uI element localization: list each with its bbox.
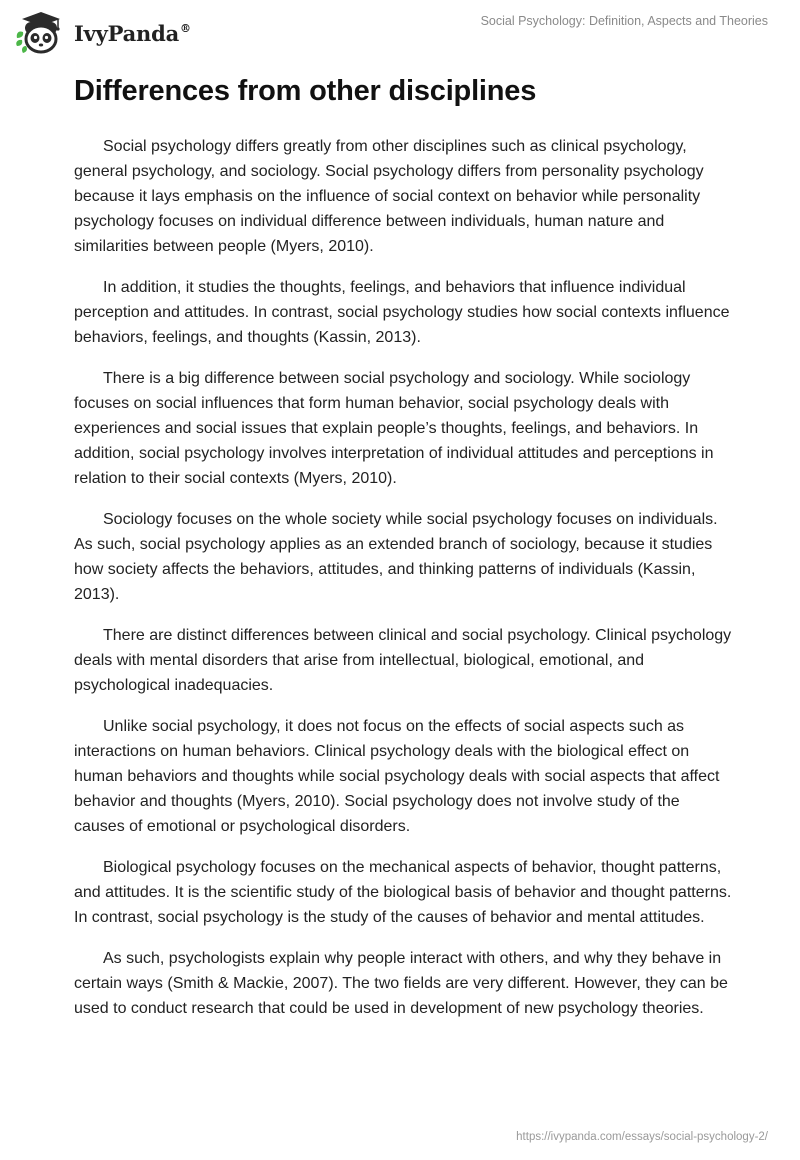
page-header xyxy=(0,0,800,60)
paragraph: Unlike social psychology, it does not focus on the effects of social aspects such as interactions on human behaviors. Clinical psychology deals with the biological effect on human behaviors and thoughts while social psychology deals with social aspects that affect behavior and thoughts (Myers, 2010). Social psychology does not involve study of the causes of emotional or psychological disorders. xyxy=(74,718,720,835)
paragraph: Social psychology differs greatly from other disciplines such as clinical psychology, general psychology, and sociology. Social psychology differs from personality psychology because it lays emphasis on the influence of social context on behavior while personality psychology focuses on individual difference between individuals, human nature and similarities between people (Myers, 2010). xyxy=(74,138,704,255)
paragraph: In addition, it studies the thoughts, feelings, and behaviors that influence individual perception and attitudes. In contrast, social psychology studies how social contexts influence behaviors, feelings, and thoughts (Kassin, 2013). xyxy=(74,279,730,346)
document-title: Social Psychology: Definition, Aspects and Theories xyxy=(480,14,768,28)
paragraph: There are distinct differences between clinical and social psychology. Clinical psychology deals with mental disorders that arise from intellectual, biological, emotional, and psychological inadequacies. xyxy=(74,627,732,694)
registered-mark: ® xyxy=(180,21,191,35)
section-heading: Differences from other disciplines xyxy=(74,75,537,107)
paragraph: Sociology focuses on the whole society while social psychology focuses on individuals. As such, social psychology applies as an extended branch of sociology, because it studies how society affects the behaviors, attitudes, and thinking patterns of individuals (Kassin, 2013). xyxy=(74,511,718,603)
source-url[interactable]: https://ivypanda.com/essays/social-psychology-2/ xyxy=(516,1131,768,1143)
brand-name: IvyPanda® xyxy=(74,20,191,46)
paragraph: As such, psychologists explain why people interact with others, and why they behave in certain ways (Smith & Mackie, 2007). The two fields are very different. However, they can be used to conduct research that could be used in development of new psychology theories. xyxy=(74,950,728,1017)
paragraph: There is a big difference between social psychology and sociology. While sociology focuses on social influences that form human behavior, social psychology deals with experiences and social issues that explain people’s thoughts, feelings, and behaviors. In addition, social psychology involves interpretation of individual attitudes and perceptions in relation to their social contexts (Myers, 2010). xyxy=(74,370,714,487)
ivypanda-logo[interactable] xyxy=(14,8,191,56)
article-body xyxy=(74,75,734,1037)
paragraph: Biological psychology focuses on the mechanical aspects of behavior, thought patterns, and attitudes. It is the scientific study of the biological basis of behavior and thought patterns. In contrast, social psychology is the study of the causes of behavior and mental attitudes. xyxy=(74,859,732,926)
panda-graduate-icon xyxy=(14,8,68,56)
